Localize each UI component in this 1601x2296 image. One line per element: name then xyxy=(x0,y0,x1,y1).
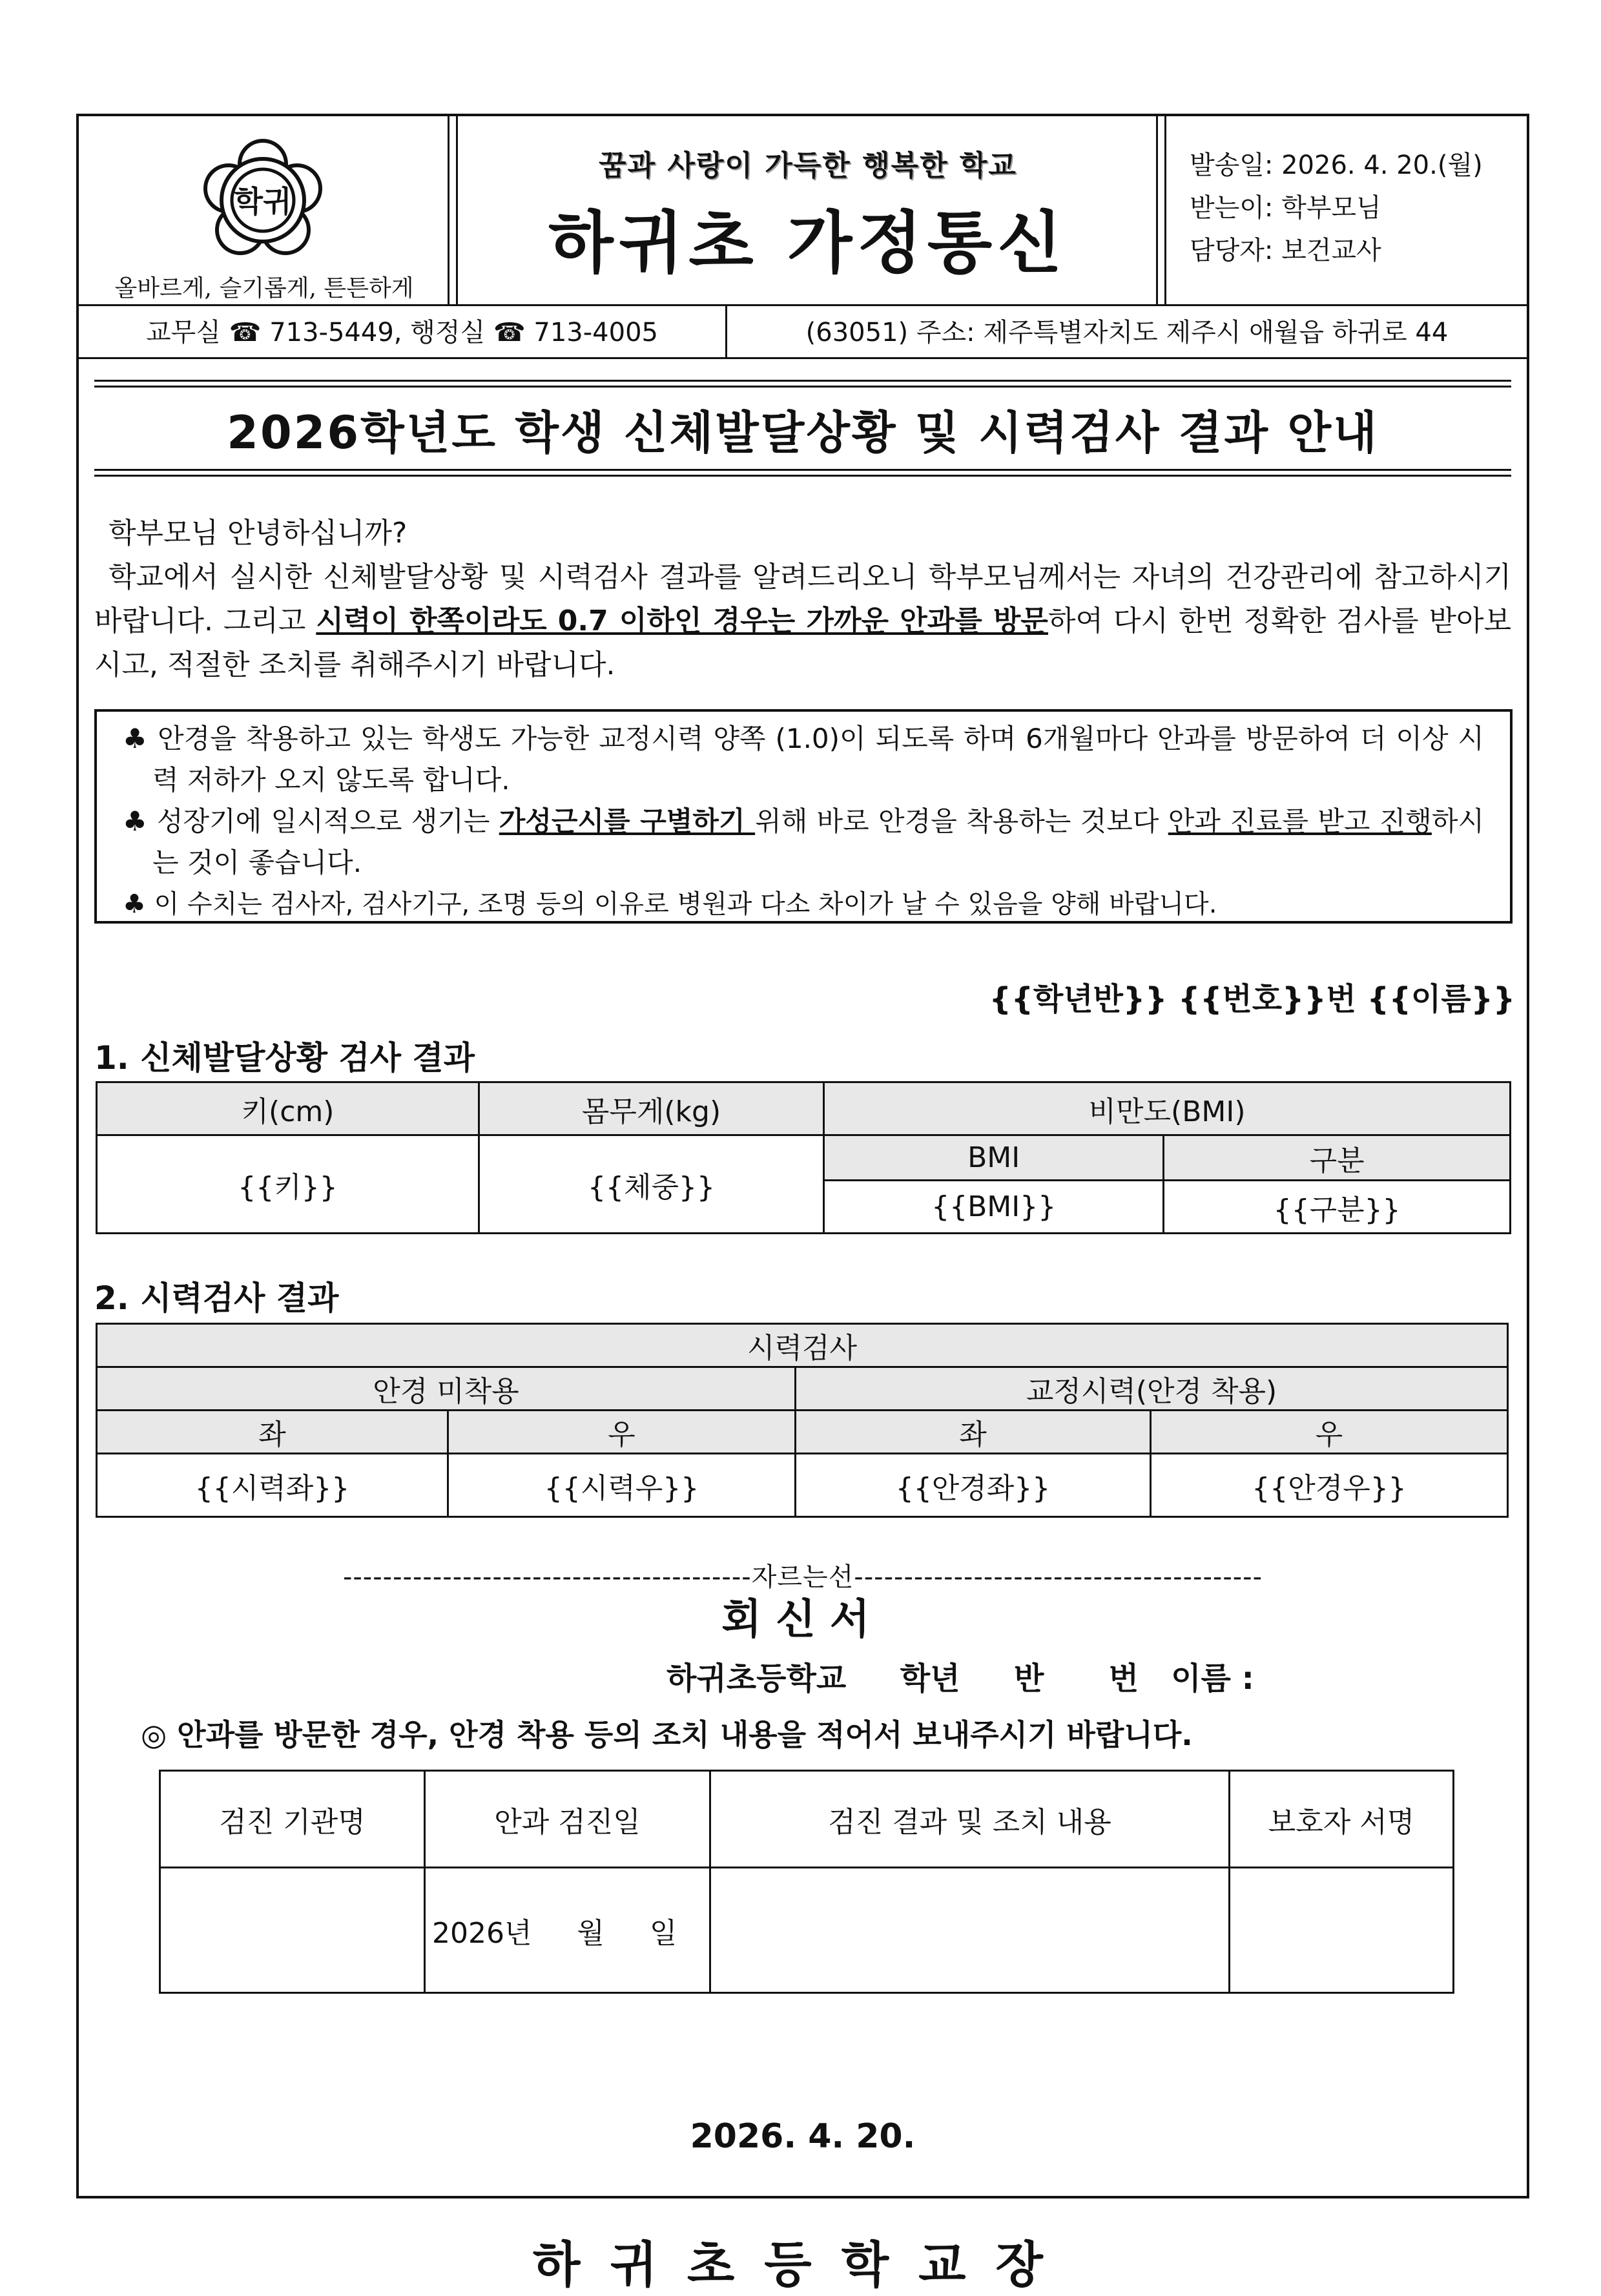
notice-title-box xyxy=(94,380,1511,477)
title-cell xyxy=(449,116,1166,306)
td-naked-left: {{시력좌}} xyxy=(97,1454,448,1517)
body-part-c: 하여 다시 한번 정확한 검사를 받아보시고, 적절한 조치를 취해주시기 바랍니다. xyxy=(94,605,1511,681)
reply-form-title: 회신서 xyxy=(721,1596,884,1644)
th-height: 키(cm) xyxy=(97,1082,479,1135)
vision-test-table xyxy=(96,1323,1509,1518)
manager: 담당자: 보건교사 xyxy=(1190,236,1381,265)
notice-2-emphasis xyxy=(499,805,755,837)
notice-title: 2026학년도 학생 신체발달상황 및 시력검사 결과 안내 xyxy=(227,406,1379,459)
th-naked-left: 좌 xyxy=(97,1411,448,1454)
newsletter-title: 하귀초 가정통신 xyxy=(548,203,1068,282)
td-exam-date[interactable]: 2026년 월 일 xyxy=(425,1868,710,1993)
school-address: (63051) 주소: 제주특별자치도 제주시 애월읍 하귀로 44 xyxy=(805,318,1449,347)
th-naked-eye: 안경 미착용 xyxy=(97,1367,796,1411)
td-guardian-sign[interactable] xyxy=(1230,1868,1454,1993)
th-bmi-group: 비만도(BMI) xyxy=(824,1082,1511,1135)
footer-date: 2026. 4. 20. xyxy=(690,2117,916,2156)
th-naked-right: 우 xyxy=(448,1411,796,1454)
th-exam-date: 안과 검진일 xyxy=(425,1771,710,1868)
cut-line: -----------------------------------------자르는선----------------------------------------- xyxy=(342,1562,1263,1592)
notice-item-3: ♣ 이 수치는 검사자, 검사기구, 조명 등의 이유로 병원과 다소 차이가 날 수 있음을 양해 바랍니다. xyxy=(123,889,1217,919)
section-2-title: 2. 시력검사 결과 xyxy=(94,1279,339,1317)
th-corrected: 교정시력(안경 착용) xyxy=(796,1367,1508,1411)
notice-2-c: 위해 바로 안경을 착용하는 것보다 xyxy=(755,805,1168,837)
recipient: 받는이: 학부모님 xyxy=(1190,193,1381,223)
td-exam-org[interactable] xyxy=(160,1868,425,1993)
td-height: {{키}} xyxy=(97,1135,479,1234)
body-emphasis: 시력이 한쪽이라도 0.7 이하인 경우는 가까운 안과를 방문 xyxy=(316,605,1048,637)
th-guardian-sign: 보호자 서명 xyxy=(1230,1771,1454,1868)
th-bmi-class: 구분 xyxy=(1164,1135,1511,1181)
notice-2-bold: 가성근시를 구별하기 xyxy=(499,805,756,837)
body-part-a: 학교에서 실시한 신체발달상황 및 시력검사 결과를 알려드리오니 학부모님께서는 자녀의 건강관리에 참고하시기 바랍니다. 그리고 xyxy=(94,561,1511,637)
school-seal-icon xyxy=(194,136,332,265)
th-exam-org: 검진 기관명 xyxy=(160,1771,425,1868)
principal-signature: 하귀초등학교장 xyxy=(533,2236,1073,2293)
reply-student-line[interactable]: 하귀초등학교 학년 반 번 이름 : xyxy=(666,1660,1254,1697)
td-bmi: {{BMI}} xyxy=(824,1181,1164,1234)
th-exam-result: 검진 결과 및 조치 내용 xyxy=(710,1771,1230,1868)
greeting: 학부모님 안녕하십니까? xyxy=(108,517,408,550)
issue-date: 발송일: 2026. 4. 20.(월) xyxy=(1190,150,1483,180)
document-frame xyxy=(76,114,1529,2293)
notice-box xyxy=(94,709,1513,924)
td-exam-result[interactable] xyxy=(710,1868,1230,1993)
double-rule-top xyxy=(94,380,1511,388)
notice-2-a: ♣ 성장기에 일시적으로 생기는 xyxy=(123,805,499,837)
section-1-title: 1. 신체발달상황 검사 결과 xyxy=(94,1039,475,1077)
td-glass-right: {{안경우}} xyxy=(1151,1454,1508,1517)
notice-2-e: 하시는 것이 좋습니다. xyxy=(152,805,1485,878)
double-rule-bottom xyxy=(94,469,1511,477)
notice-item-1: ♣ 안경을 착용하고 있는 학생도 가능한 교정시력 양쪽 (1.0)이 되도록 하며 6개월마다 안과를 방문하여 더 이상 시력 저하가 오지 않도록 합니다. xyxy=(123,723,1484,796)
th-glass-left: 좌 xyxy=(796,1411,1151,1454)
school-motto: 올바르게, 슬기롭게, 튼튼하게 xyxy=(114,275,414,302)
body-paragraph xyxy=(94,555,1511,687)
notice-item-2 xyxy=(123,801,1484,884)
th-weight: 몸무게(kg) xyxy=(479,1082,824,1135)
letter-header xyxy=(79,116,1527,306)
th-bmi: BMI xyxy=(824,1135,1164,1181)
school-slogan: 꿈과 사랑이 가득한 행복한 학교 xyxy=(599,149,1017,182)
contact-bar xyxy=(79,306,1527,359)
body-text xyxy=(94,512,1511,687)
th-glass-right: 우 xyxy=(1151,1411,1508,1454)
th-vision-group: 시력검사 xyxy=(97,1324,1508,1367)
body-development-table xyxy=(96,1081,1511,1234)
reply-instruction: ◎ 안과를 방문한 경우, 안경 착용 등의 조치 내용을 적어서 보내주시기 바랍니다. xyxy=(141,1717,1193,1752)
td-naked-right: {{시력우}} xyxy=(448,1454,796,1517)
td-weight: {{체중}} xyxy=(479,1135,824,1234)
student-identity: {{학년반}} {{번호}}번 {{이름}} xyxy=(989,981,1515,1017)
issue-info-cell xyxy=(1166,116,1527,306)
seal-char: 학귀 xyxy=(234,184,292,219)
reply-table xyxy=(159,1770,1454,1994)
td-glass-left: {{안경좌}} xyxy=(796,1454,1151,1517)
td-bmi-class: {{구분}} xyxy=(1164,1181,1511,1234)
notice-2-underline: 안과 진료를 받고 진행 xyxy=(1168,805,1432,837)
logo-cell xyxy=(79,116,449,306)
phone-numbers: 교무실 ☎ 713-5449, 행정실 ☎ 713-4005 xyxy=(79,306,727,359)
